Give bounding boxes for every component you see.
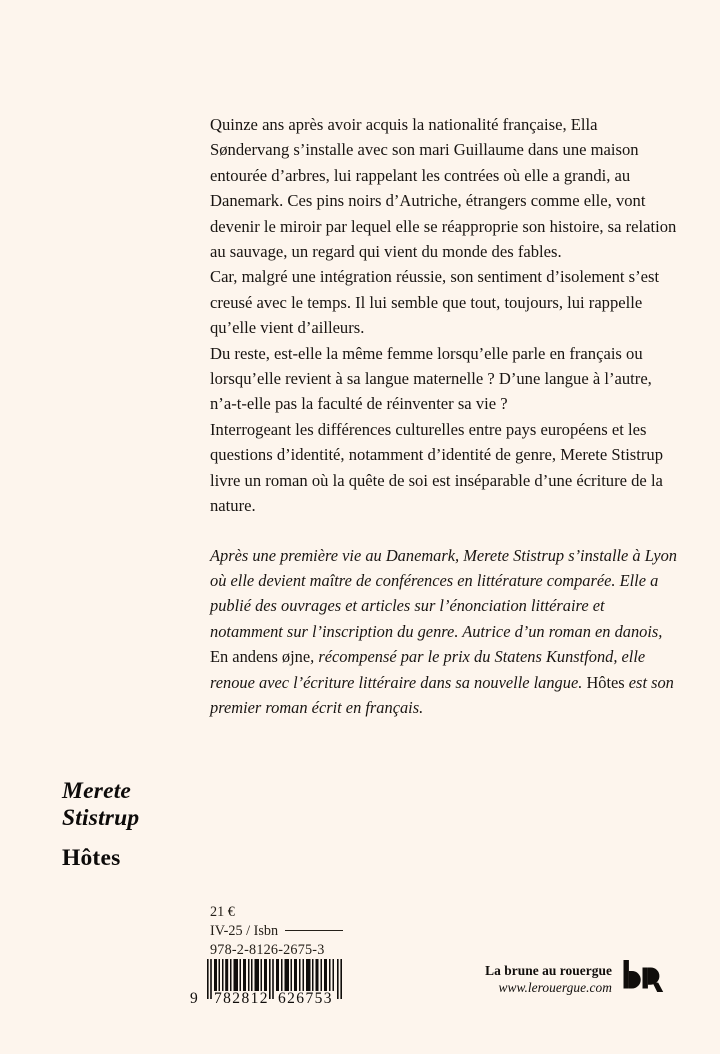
author-biography-paragraph bbox=[210, 519, 678, 721]
author-first-name: Merete bbox=[62, 778, 132, 804]
isbn-reference-line bbox=[210, 922, 380, 941]
isbn-reference-label: IV-25 / Isbn bbox=[210, 923, 279, 939]
book-title: Hôtes bbox=[62, 845, 121, 871]
price-label: 21 € bbox=[210, 904, 235, 920]
price-and-isbn-block bbox=[210, 903, 380, 960]
barcode-digits bbox=[190, 990, 350, 1006]
author-last-name: Stistrup bbox=[62, 804, 140, 831]
blurb-paragraph-4: Interrogeant les différences culturelles entre pays européens et les questions d’identité, notamment d’identité de genre, Merete Stistrup livre un roman où la quête de soi est inséparable d’une écriture de la nature. bbox=[210, 419, 663, 516]
biography-segment-2: , récompensé par le prix du Statens Kunstfond, elle renoue avec l’écriture littéraire dans sa nouvelle langue. bbox=[210, 647, 646, 692]
ean13-barcode bbox=[190, 959, 350, 1006]
publisher-block bbox=[466, 960, 676, 996]
blurb-paragraph-2: Car, malgré une intégration réussie, son sentiment d’isolement s’est creusé avec le temps. Il lui semble que tout, toujours, lui rappelle qu’elle vient d’ailleurs. bbox=[210, 267, 660, 338]
biography-segment-3: est son premier roman écrit en français. bbox=[210, 672, 674, 717]
book-title-mention: Hôtes bbox=[586, 672, 625, 692]
publisher-text bbox=[466, 960, 612, 996]
barcode-lead-digit: 9 bbox=[190, 990, 200, 1007]
author-and-title-block bbox=[62, 778, 292, 871]
publisher-name: La brune au rouergue bbox=[485, 963, 612, 978]
isbn-blank-rule bbox=[285, 930, 343, 931]
biography-segment-1: Après une première vie au Danemark, Merete Stistrup s’installe à Lyon où elle devient maître de conférences en littérature comparée. Elle a publié des ouvrages et articles sur l’énonciation littéraire et notamment sur l’inscription du genre. Autrice d’un roman en danois, bbox=[210, 545, 678, 641]
danish-novel-title: En andens øjne bbox=[210, 647, 311, 667]
publisher-website-url: www.lerouergue.com bbox=[498, 980, 612, 995]
isbn-number: 978-2-8126-2675-3 bbox=[210, 942, 325, 958]
blurb-paragraph-1: Quinze ans après avoir acquis la nationalité française, Ella Søndervang s’installe avec son mari Guillaume dans une maison entourée d’arbres, lui rappelant les contrées où elle a grandi, au Danemark. Ces pins noirs d’Autriche, étrangers comme elle, vont devenir le miroir par lequel elle se réapproprie son histoire, sa relation au sauvage, un regard qui vient du monde des fables. bbox=[210, 115, 677, 262]
back-cover-blurb bbox=[210, 112, 678, 720]
br-logo-icon bbox=[623, 960, 665, 996]
blurb-paragraph-3: Du reste, est-elle la même femme lorsqu’elle parle en français ou lorsqu’elle revient à sa langue maternelle ? D’une langue à l’autre, n’a-t-elle pas la faculté de réinventer sa vie ? bbox=[210, 343, 652, 414]
barcode-right-digits: 626753 bbox=[278, 990, 333, 1007]
barcode-left-digits: 782812 bbox=[214, 990, 269, 1007]
